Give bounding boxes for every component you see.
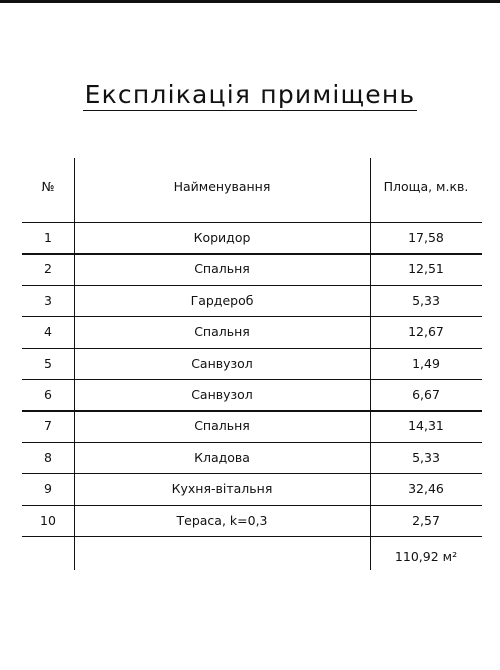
room-name: Спальня — [194, 418, 250, 434]
room-name: Спальня — [194, 324, 250, 340]
room-area: 12,51 — [408, 261, 444, 277]
room-area: 5,33 — [412, 292, 440, 308]
top-border — [0, 0, 500, 3]
room-area: 12,67 — [408, 324, 444, 340]
room-name: Гардероб — [190, 292, 254, 308]
table-row — [22, 379, 482, 410]
room-area: 2,57 — [412, 512, 440, 528]
table-row — [22, 316, 482, 347]
table-row — [22, 253, 482, 284]
room-area: 17,58 — [408, 230, 444, 245]
table-row — [22, 505, 482, 536]
row-number: 1 — [44, 230, 52, 245]
row-number: 5 — [44, 355, 52, 371]
room-name: Спальня — [194, 261, 250, 277]
room-area: 6,67 — [412, 387, 440, 402]
room-area: 5,33 — [412, 449, 440, 465]
row-number: 4 — [44, 324, 52, 340]
row-separator — [22, 536, 482, 537]
table-row — [22, 285, 482, 316]
table-row — [22, 410, 482, 441]
rooms-table — [22, 158, 482, 570]
row-number: 9 — [44, 481, 52, 497]
header-name: Найменування — [173, 179, 271, 194]
room-name: Кухня-вітальня — [171, 481, 273, 497]
header-num: № — [41, 179, 55, 194]
room-area: 14,31 — [408, 418, 444, 434]
title-text: Експлікація приміщень — [84, 80, 416, 109]
table-row — [22, 222, 482, 253]
row-number: 3 — [44, 292, 52, 308]
row-number: 6 — [44, 387, 52, 402]
row-number: 2 — [44, 261, 52, 277]
room-name: Тераса, k=0,3 — [176, 512, 268, 528]
room-area: 32,46 — [408, 481, 444, 497]
room-name: Санвузол — [191, 355, 253, 371]
table-row — [22, 442, 482, 473]
total-area: 110,92 м² — [394, 549, 458, 564]
room-name: Санвузол — [191, 387, 253, 402]
room-name: Коридор — [193, 230, 251, 245]
room-name: Кладова — [194, 449, 250, 465]
table-row — [22, 473, 482, 504]
header-area: Площа, м.кв. — [383, 179, 469, 194]
row-number: 8 — [44, 449, 52, 465]
table-row — [22, 348, 482, 379]
row-number: 7 — [44, 418, 52, 434]
row-number: 10 — [40, 512, 56, 528]
room-area: 1,49 — [412, 355, 440, 371]
document-title — [0, 80, 500, 110]
